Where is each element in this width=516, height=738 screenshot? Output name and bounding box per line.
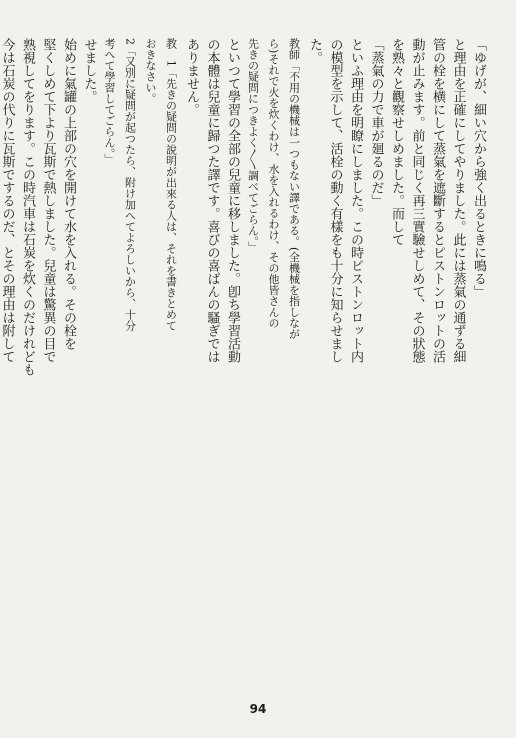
text-line: 動が止みます。前と同じく再三實驗せしめて、その狀態	[409, 38, 425, 363]
page-number: 94	[249, 702, 267, 716]
text-line: 堅くしめて下より瓦斯で熱しました。兒童は驚異の目で	[40, 38, 56, 363]
text-line: を熟々と觀察せしめました。而して	[389, 38, 404, 246]
text-line: ありません。	[184, 38, 199, 116]
text-line: と理由を正確にしてやりました。此には蒸氣の通ずる細	[450, 38, 466, 363]
text-line: 「ゆげが、細い穴から強く出るときに鳴る」	[471, 38, 486, 298]
teacher-instruction-line: 2「又別に疑問が起つたら、附け加へてよろしいから、十分	[123, 38, 137, 331]
text-line: 今は石炭の代りに瓦斯でするのだ、とその理由は附して	[0, 38, 15, 363]
text-line: といつて學習の全部の兒童に移しました。卽ち學習活動	[225, 38, 240, 363]
text-line: 始めに氣罐の上部の穴を開けて水を入れる。その栓を	[61, 38, 76, 350]
text-line: の本體は兒童に歸つた譯です。喜びの喜ばんの騷ぎでは	[204, 38, 220, 363]
teacher-instruction-line: おきなさい。	[144, 38, 157, 104]
teacher-instruction-line: 考へて學習してごらん。」	[103, 38, 116, 165]
text-line: た。	[307, 38, 322, 64]
text-line: 管の栓を横にして蒸氣を遮斷するとピストンロットの活	[430, 38, 445, 363]
teacher-quote-line: ら)それで火を炊くわけ、水を入れるわけ、その他皆さんの	[267, 38, 280, 329]
teacher-quote-line: 先きの疑問につきよく〳〵調べてごらん。」	[246, 38, 260, 253]
text-line: の模型を示して、活栓の動く有樣をも十分に知らせまし	[327, 38, 343, 363]
vertical-text-block	[0, 38, 488, 688]
text-line: せました。	[81, 38, 97, 103]
teacher-instruction-line: 教 1「先きの疑問の說明が出來る人は、それを書きとめて	[164, 38, 178, 331]
text-line: 「蒸氣の力で車が廻るのだ」	[368, 38, 384, 207]
text-line: 熟視してをります。この時汽車は石炭を炊くのだけれども	[20, 38, 35, 376]
teacher-quote-line: 教師「不用の機械は一つもない譯である。(全機械を指しなが	[287, 38, 301, 340]
text-line: といふ理由を明瞭にしました。この時ピストンロット内	[348, 38, 363, 363]
